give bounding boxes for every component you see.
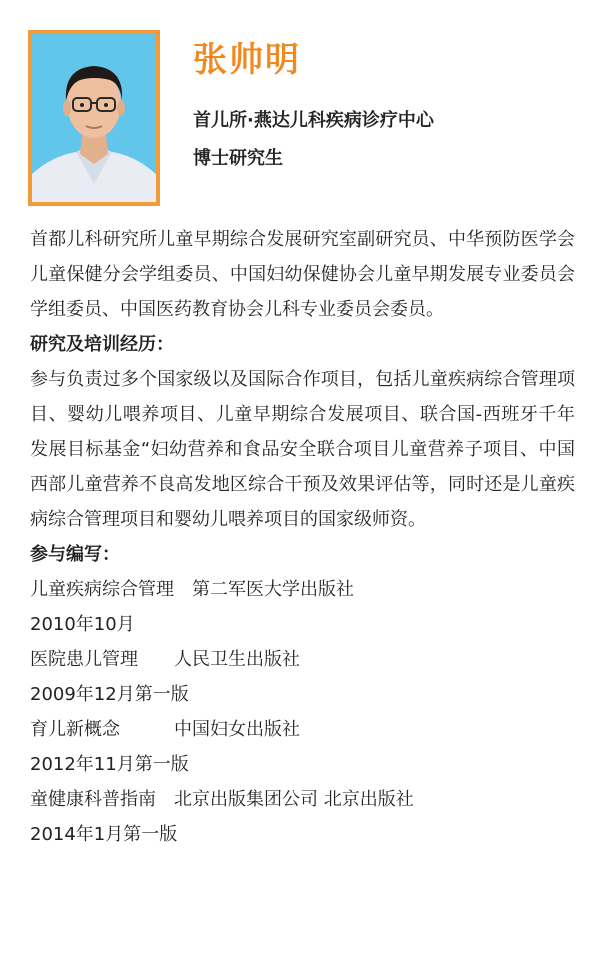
publication-gap (138, 649, 174, 670)
portrait-photo (32, 34, 156, 202)
profile-body (30, 222, 575, 852)
publication-title: 儿童疾病综合管理 (30, 579, 174, 600)
publication-line (30, 782, 575, 817)
affiliation: 首儿所·燕达儿科疾病诊疗中心 (193, 110, 434, 131)
research-paragraph: 参与负责过多个国家级以及国际合作项目，包括儿童疾病综合管理项目、婴幼儿喂养项目、儿童早期综合发展项目、联合国-西班牙千年发展目标基金“妇幼营养和食品安全联合项目儿童营养子项目、中国西部儿童营养不良高发地区综合干预及效果评估等，同时还是儿童疾病综合管理项目和婴幼儿喂养项目的国家级师资。 (30, 369, 575, 530)
publication-publisher: 第二军医大学出版社 (192, 579, 354, 600)
publication-gap (174, 579, 192, 600)
publication-gap (120, 719, 174, 740)
publication-date: 2010年10月 (30, 614, 135, 635)
publication-publisher: 北京出版集团公司 北京出版社 (174, 789, 414, 810)
publications-heading: 参与编写： (30, 544, 120, 565)
person-portrait-icon (32, 34, 156, 202)
degree: 博士研究生 (193, 148, 283, 169)
publication-title: 育儿新概念 (30, 719, 120, 740)
publication-date: 2014年1月第一版 (30, 824, 178, 845)
publication-title: 童健康科普指南 (30, 789, 156, 810)
publication-publisher: 中国妇女出版社 (174, 719, 300, 740)
publication-list (30, 572, 575, 852)
publication-gap (156, 789, 174, 810)
publication-title: 医院患儿管理 (30, 649, 138, 670)
publication-publisher: 人民卫生出版社 (174, 649, 300, 670)
intro-paragraph: 首都儿科研究所儿童早期综合发展研究室副研究员、中华预防医学会儿童保健分会学组委员、中国妇幼保健协会儿童早期发展专业委员会学组委员、中国医药教育协会儿科专业委员会委员。 (30, 229, 575, 320)
person-name: 张帅明 (193, 40, 301, 80)
research-heading: 研究及培训经历： (30, 334, 174, 355)
publication-date: 2012年11月第一版 (30, 754, 189, 775)
portrait-frame (28, 30, 160, 206)
publication-line (30, 642, 575, 677)
publication-line (30, 712, 575, 747)
publication-line (30, 572, 575, 607)
publication-date: 2009年12月第一版 (30, 684, 189, 705)
